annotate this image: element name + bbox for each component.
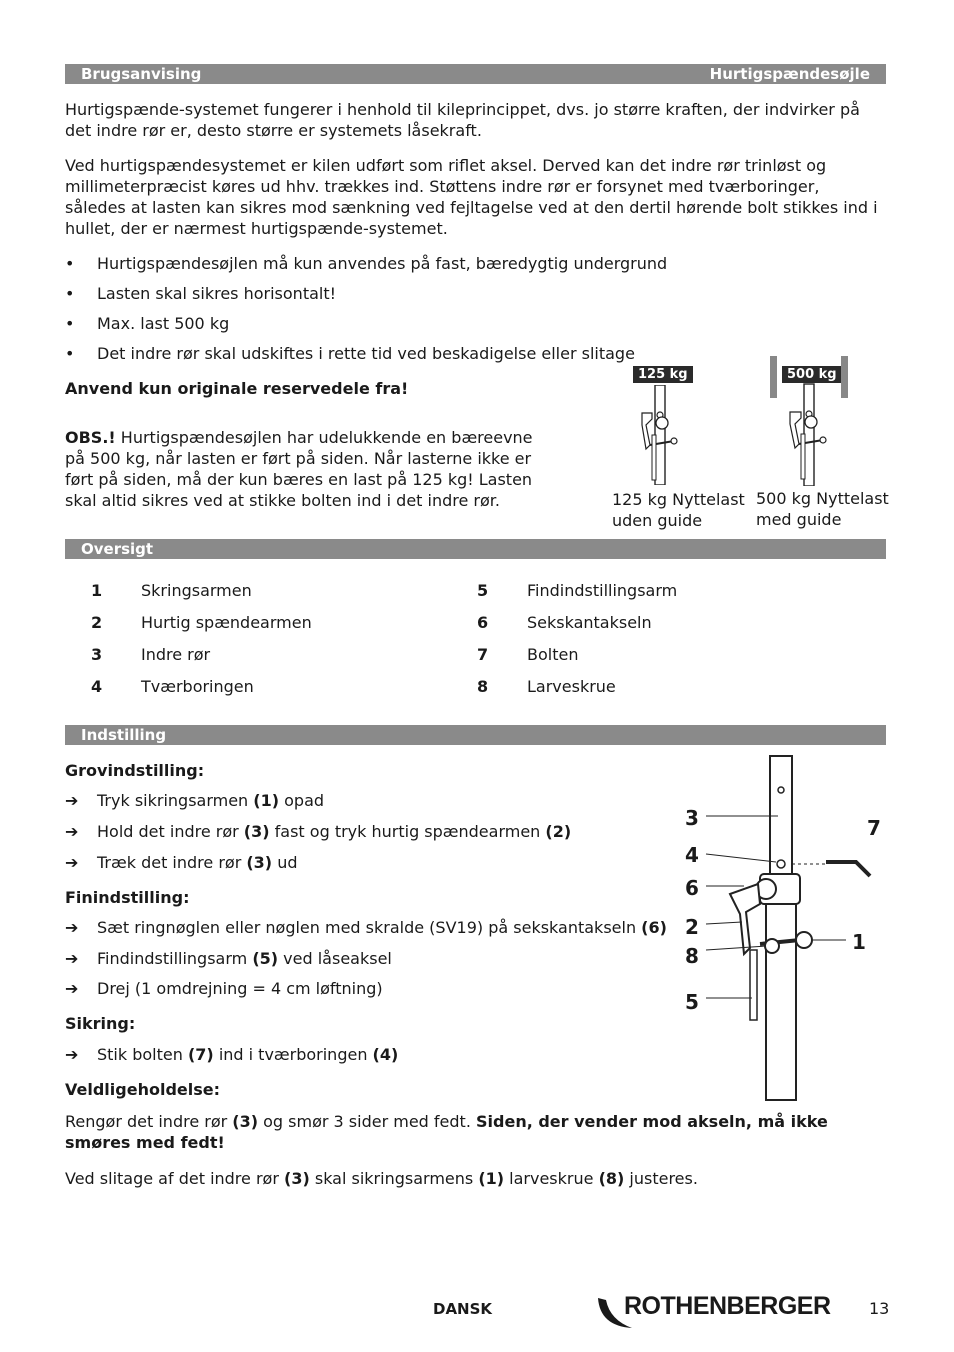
intro-paragraph-1: Hurtigspænde-systemet fungerer i henhold til kileprincippet, dvs. jo større kraften, der indvirker på det indre rør er, desto større er systemets låsekraft. bbox=[65, 100, 860, 140]
diagram-label: 3 bbox=[685, 806, 699, 830]
step-text: opad bbox=[279, 791, 325, 810]
arrow-icon: ➔ bbox=[65, 949, 79, 968]
arrow-icon: ➔ bbox=[65, 853, 79, 872]
sik-title: Sikring: bbox=[65, 1014, 136, 1033]
overview-number: 4 bbox=[91, 677, 103, 696]
overview-label: Skringsarmen bbox=[141, 581, 252, 600]
step-text: Findindstillingsarm bbox=[97, 949, 253, 968]
step-ref: (3) bbox=[243, 822, 270, 841]
weight-tag-500: 500 kg bbox=[782, 366, 842, 383]
veld-ref: (8) bbox=[598, 1169, 625, 1188]
settings-title: Indstilling bbox=[81, 726, 167, 744]
veld-text: justeres. bbox=[624, 1169, 698, 1188]
bullet-dot: • bbox=[65, 284, 75, 303]
step-ref: (6) bbox=[641, 918, 667, 937]
weight-tag-125: 125 kg bbox=[633, 366, 693, 383]
column-diagram bbox=[700, 754, 880, 1102]
veld-title: Veldligeholdelse: bbox=[65, 1080, 220, 1099]
diagram-label: 8 bbox=[685, 944, 699, 968]
bullet-text: Lasten skal sikres horisontalt! bbox=[97, 284, 337, 303]
veld-paragraph-2 bbox=[65, 1168, 875, 1189]
overview-label: Indre rør bbox=[141, 645, 211, 664]
step-text: ved låseaksel bbox=[278, 949, 392, 968]
grov-title: Grovindstilling: bbox=[65, 761, 205, 780]
overview-number: 3 bbox=[91, 645, 103, 664]
veld-text: skal sikringsarmens bbox=[309, 1169, 479, 1188]
step-text: Hold det indre rør bbox=[97, 822, 244, 841]
veld-ref: (1) bbox=[478, 1169, 505, 1188]
diagram-label: 6 bbox=[685, 876, 699, 900]
step-text: fast og tryk hurtig spændearmen bbox=[269, 822, 546, 841]
fin-title: Finindstilling: bbox=[65, 888, 190, 907]
page-number: 13 bbox=[869, 1299, 890, 1318]
veld-text: Rengør det indre rør bbox=[65, 1112, 233, 1131]
step-ref: (5) bbox=[252, 949, 279, 968]
diagram-label: 1 bbox=[852, 930, 866, 954]
obs-label: OBS.! bbox=[65, 428, 116, 447]
veld-ref: (3) bbox=[232, 1112, 259, 1131]
bullet-text: Hurtigspændesøjlen må kun anvendes på fast, bæredygtig undergrund bbox=[97, 254, 668, 273]
column-figure-500 bbox=[768, 354, 850, 486]
brand-logo: ROTHENBERGER bbox=[624, 1292, 831, 1320]
step-text: ud bbox=[272, 853, 298, 872]
overview-number: 6 bbox=[477, 613, 489, 632]
step-text: Drej (1 omdrejning = 4 cm løftning) bbox=[97, 979, 383, 998]
veld-text: Ved slitage af det indre rør bbox=[65, 1169, 284, 1188]
veld-ref: (3) bbox=[284, 1169, 310, 1188]
arrow-icon: ➔ bbox=[65, 1045, 79, 1064]
veld-paragraph-1 bbox=[65, 1111, 875, 1153]
overview-bar bbox=[65, 539, 886, 559]
step-text: Tryk sikringsarmen bbox=[97, 791, 254, 810]
obs-paragraph bbox=[65, 427, 555, 511]
bullet-text: Max. last 500 kg bbox=[97, 314, 230, 333]
veld-text: larveskrue bbox=[504, 1169, 599, 1188]
step-text: Sæt ringnøglen eller nøglen med skralde (SV19) på sekskantakseln bbox=[97, 918, 642, 937]
caption-500: 500 kg Nyttelast med guide bbox=[756, 489, 889, 529]
overview-number: 8 bbox=[477, 677, 489, 696]
diagram-label: 2 bbox=[685, 915, 699, 939]
overview-number: 1 bbox=[91, 581, 103, 600]
arrow-icon: ➔ bbox=[65, 822, 79, 841]
footer-language: DANSK bbox=[433, 1300, 493, 1318]
overview-number: 2 bbox=[91, 613, 103, 632]
overview-label: Larveskrue bbox=[527, 677, 616, 696]
header-left: Brugsanvising bbox=[81, 65, 202, 83]
bullet-text: Det indre rør skal udskiftes i rette tid ved beskadigelse eller slitage bbox=[97, 344, 635, 363]
original-parts-note: Anvend kun originale reservedele fra! bbox=[65, 379, 409, 398]
overview-title: Oversigt bbox=[81, 540, 154, 558]
column-figure-125 bbox=[630, 385, 690, 485]
step-ref: (3) bbox=[246, 853, 273, 872]
bullet-dot: • bbox=[65, 254, 75, 273]
diagram-label: 5 bbox=[685, 990, 699, 1014]
step-ref: (7) bbox=[187, 1045, 214, 1064]
header-bar bbox=[65, 64, 886, 84]
step-text: Stik bolten bbox=[97, 1045, 188, 1064]
arrow-icon: ➔ bbox=[65, 791, 79, 810]
diagram-label: 4 bbox=[685, 843, 699, 867]
overview-number: 5 bbox=[477, 581, 489, 600]
settings-bar bbox=[65, 725, 886, 745]
overview-label: Bolten bbox=[527, 645, 579, 664]
caption-125: 125 kg Nyttelast uden guide bbox=[612, 490, 745, 530]
bullet-dot: • bbox=[65, 344, 75, 363]
step-ref: (4) bbox=[372, 1045, 399, 1064]
arrow-icon: ➔ bbox=[65, 979, 79, 998]
step-text: ind i tværboringen bbox=[213, 1045, 373, 1064]
step-ref: (1) bbox=[253, 791, 280, 810]
intro-paragraph-2: Ved hurtigspændesystemet er kilen udført som riflet aksel. Derved kan det indre rør trinløst og millimeterpræcist køres ud hhv. trækkes ind. Støttens indre rør er forsynet med tværboringer, således at lasten kan sikres mod sænkning ved fejltagelse ved at den dertil hørende bolt stikkes ind i hullet, der er nærmest hurtigspænde-systemet. bbox=[65, 156, 878, 238]
overview-label: Sekskantakseln bbox=[527, 613, 652, 632]
header-right: Hurtigspændesøjle bbox=[709, 65, 870, 83]
overview-label: Tværboringen bbox=[141, 677, 254, 696]
arrow-icon: ➔ bbox=[65, 918, 79, 937]
veld-text: og smør 3 sider med fedt. bbox=[258, 1112, 476, 1131]
obs-text: Hurtigspændesøjlen har udelukkende en bæreevne på 500 kg, når lasten er ført på siden. Når lasterne ikke er ført på siden, må der kun bæres en last på 125 kg! Lasten skal altid sikres ved at stikke bolten ind i det indre rør. bbox=[65, 428, 533, 510]
overview-label: Findindstillingsarm bbox=[527, 581, 678, 600]
diagram-label: 7 bbox=[867, 816, 881, 840]
step-ref: (2) bbox=[545, 822, 572, 841]
step-text: Træk det indre rør bbox=[97, 853, 247, 872]
overview-number: 7 bbox=[477, 645, 489, 664]
overview-label: Hurtig spændearmen bbox=[141, 613, 312, 632]
veld-warning: Siden, der vender mod akseln, må ikke smøres med fedt! bbox=[65, 1112, 828, 1152]
bullet-dot: • bbox=[65, 314, 75, 333]
